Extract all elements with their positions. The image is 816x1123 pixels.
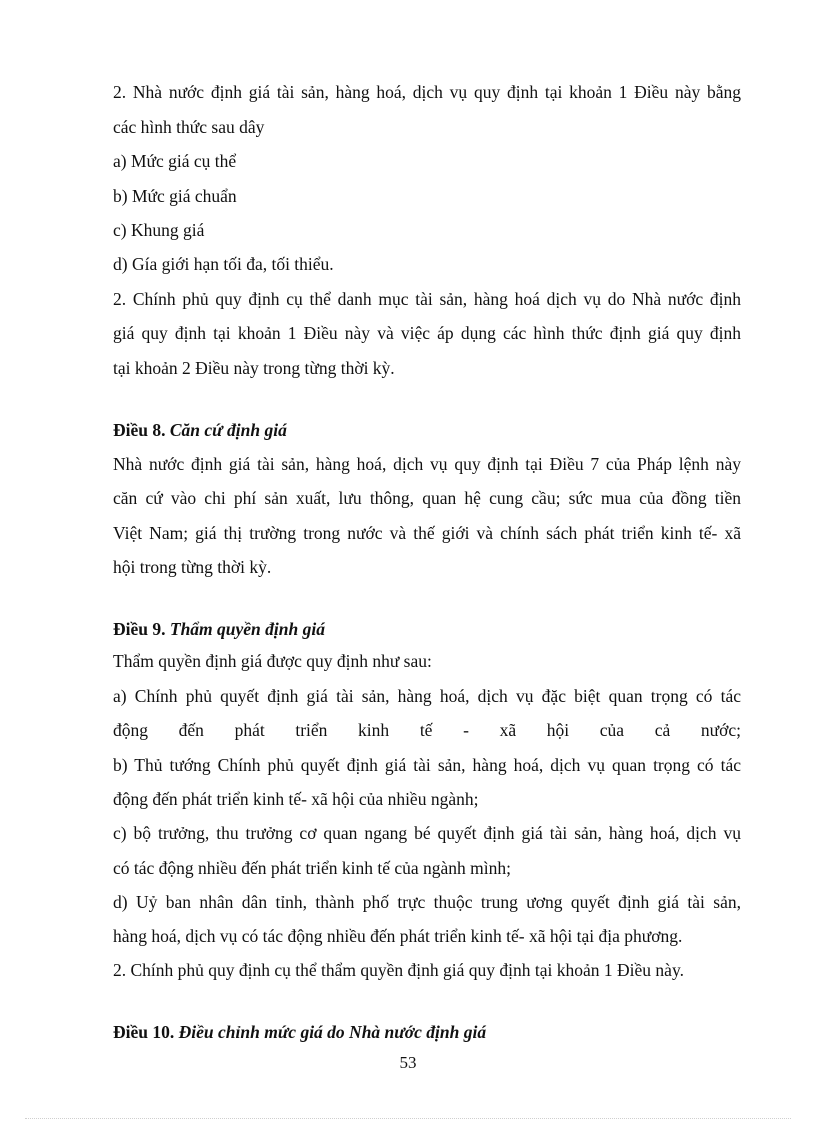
list-item: d) Uỷ ban nhân dân tỉnh, thành phố trực thuộc trung ương quyết định giá tài sản, [113, 892, 741, 912]
list-item: hàng hoá, dịch vụ có tác động nhiều đến phát triển kinh tế- xã hội tại địa phương. [113, 926, 683, 946]
body-line: Việt Nam; giá thị trường trong nước và thế giới và chính sách phát triển kinh tế- xã [113, 523, 741, 543]
body-line: giá quy định tại khoản 1 Điều này và việc áp dụng các hình thức định giá quy định [113, 323, 741, 343]
list-item: c) bộ trưởng, thu trưởng cơ quan ngang bé quyết định giá tài sản, hàng hoá, dịch vụ [113, 823, 741, 843]
body-line: 2. Nhà nước định giá tài sản, hàng hoá, dịch vụ quy định tại khoản 1 Điều này bằng [113, 82, 741, 102]
body-line: căn cứ vào chi phí sản xuất, lưu thông, quan hệ cung cầu; sức mua của đồng tiền [113, 488, 741, 508]
article-title: Căn cứ định giá [169, 420, 287, 440]
article-title: Điều chỉnh mức giá do Nhà nước định giá [178, 1022, 487, 1042]
body-line: tại khoản 2 Điều này trong từng thời kỳ. [113, 358, 395, 378]
list-item: động đến phát triển kinh tế - xã hội của cả nước; [113, 720, 741, 740]
list-item: b) Thủ tướng Chính phủ quyết định giá tài sản, hàng hoá, dịch vụ quan trọng có tác [113, 755, 741, 775]
page-number: 53 [399, 1053, 417, 1072]
list-item: c) Khung giá [113, 220, 205, 240]
list-item: a) Mức giá cụ thể [113, 151, 237, 171]
list-item: có tác động nhiều đến phát triển kinh tế của ngành mình; [113, 858, 512, 878]
list-item: a) Chính phủ quyết định giá tài sản, hàng hoá, dịch vụ đặc biệt quan trọng có tác [113, 686, 741, 706]
list-item: d) Gía giới hạn tối đa, tối thiểu. [113, 254, 334, 274]
article-heading-8 [113, 418, 287, 442]
article-heading-10 [113, 1020, 486, 1044]
article-title: Thẩm quyền định giá [169, 619, 325, 639]
list-item: động đến phát triển kinh tế- xã hội của nhiều ngành; [113, 789, 479, 809]
body-line: các hình thức sau dây [113, 117, 265, 137]
article-heading-9 [113, 617, 325, 641]
article-number: Điều 10. [113, 1022, 175, 1042]
body-line: hội trong từng thời kỳ. [113, 557, 272, 577]
body-line: Thẩm quyền định giá được quy định như sau: [113, 651, 432, 671]
list-item: b) Mức giá chuẩn [113, 186, 237, 206]
article-number: Điều 9. [113, 619, 166, 639]
article-number: Điều 8. [113, 420, 166, 440]
body-line: 2. Chính phủ quy định cụ thể thẩm quyền định giá quy định tại khoản 1 Điều này. [113, 960, 684, 980]
page-footer-divider [25, 1118, 791, 1119]
body-line: 2. Chính phủ quy định cụ thể danh mục tài sản, hàng hoá dịch vụ do Nhà nước định [113, 289, 741, 309]
body-line: Nhà nước định giá tài sản, hàng hoá, dịch vụ quy định tại Điều 7 của Pháp lệnh này [113, 454, 741, 474]
